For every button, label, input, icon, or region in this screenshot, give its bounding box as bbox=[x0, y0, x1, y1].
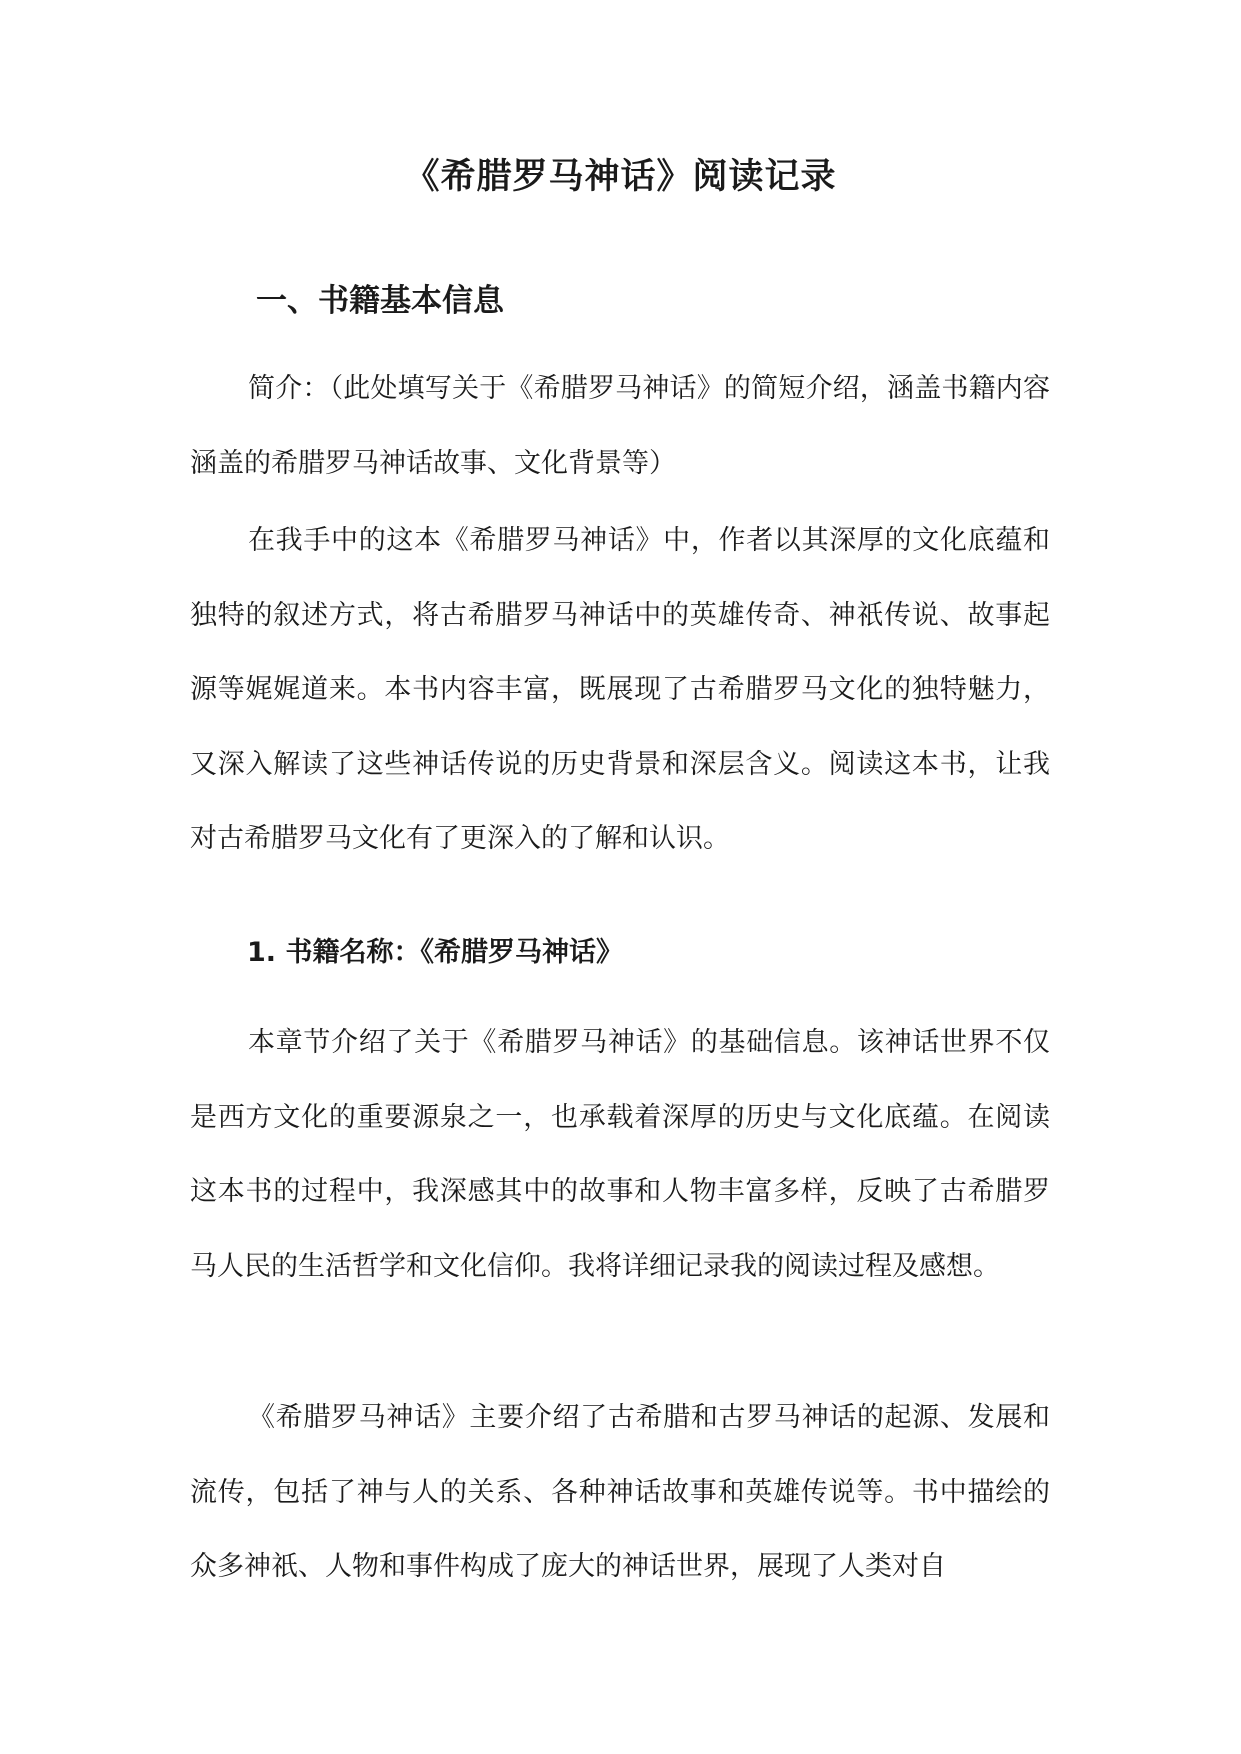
subsection-heading-book-name: 1. 书籍名称：《希腊罗马神话》 bbox=[247, 937, 623, 968]
paragraph-content-summary: 《希腊罗马神话》主要介绍了古希腊和古罗马神话的起源、发展和流传，包括了神与人的关系、各种神话故事和英雄传说等。书中描绘的众多神祇、人物和事件构成了庞大的神话世界，展现了人类对自 bbox=[190, 1402, 1050, 1582]
paragraph-intro: 简介：（此处填写关于《希腊罗马神话》的简短介绍，涵盖书籍内容涵盖的希腊罗马神话故事、文化背景等） bbox=[190, 373, 1050, 479]
paragraph-overview: 在我手中的这本《希腊罗马神话》中，作者以其深厚的文化底蕴和独特的叙述方式，将古希腊罗马神话中的英雄传奇、神祇传说、故事起源等娓娓道来。本书内容丰富，既展现了古希腊罗马文化的独特魅力，又深入解读了这些神话传说的历史背景和深层含义。阅读这本书，让我对古希腊罗马文化有了更深入的了解和认识。 bbox=[190, 525, 1050, 854]
document-title: 《希腊罗马神话》阅读记录 bbox=[404, 157, 837, 197]
section-heading-book-info: 一、书籍基本信息 bbox=[256, 283, 504, 319]
paragraph-chapter-intro: 本章节介绍了关于《希腊罗马神话》的基础信息。该神话世界不仅是西方文化的重要源泉之一，也承载着深厚的历史与文化底蕴。在阅读这本书的过程中，我深感其中的故事和人物丰富多样，反映了古希腊罗马人民的生活哲学和文化信仰。我将详细记录我的阅读过程及感想。 bbox=[190, 1027, 1050, 1282]
